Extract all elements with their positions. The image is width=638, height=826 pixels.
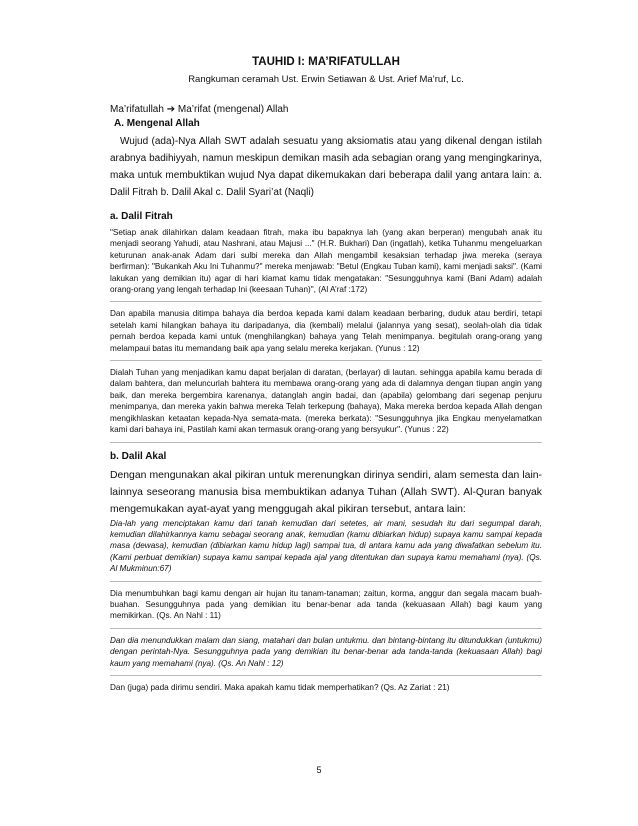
section-a-heading: A. Mengenal Allah [114,118,200,129]
intro-line [110,103,542,117]
akal-quote-text: Dia menumbuhkan bagi kamu dengan air hujan itu tanam-tanaman; zaitun, korma, anggur dan segala macam buah-buahan. Sesungguhnya pada yang demikian itu benar-benar ada tanda (kekuasaan Allah) bagi kaum yang memikirkan. (Qs. An Nahl : 11) [110,588,542,621]
document-subtitle: Rangkuman ceramah Ust. Erwin Setiawan & Ust. Arief Ma’ruf, Lc. [188,74,464,85]
fitrah-quote-block [110,367,542,442]
section-a-paragraph: Wujud (ada)-Nya Allah SWT adalah sesuatu yang aksiomatis atau yang dikenal dengan istilah arabnya badihiyyah, namun meskipun demikan masih ada sebagian orang yang mengingkarinya, maka untuk membuktikan wujud Nya dapat dikemukakan dari beberapa dalil yang antara lain: a. Dalil Fitrah b. Dalil Akal c. Dalil Syari’at (Naqli) [110,136,542,198]
fitrah-quote-text: Dialah Tuhan yang menjadikan kamu dapat berjalan di daratan, (berlayar) di lautan. sehingga apabila kamu berada di dalam bahtera, dan meluncurlah bahtera itu membawa orang-orang yang ada di dalamnya dengan tiupan angin yang baik, dan mereka bergembira karenanya, datanglah angin badai, dan (apabila) gelombang dari segenap penjuru menimpanya, dan mereka yakin bahwa mereka Telah terkepung (bahaya), Maka mereka berdoa kepada Allah dengan mengikhlaskan ketaatan kepada-Nya semata-mata. (mereka berkata): "Sesungguhnya jika Engkau menyelamatkan kami dari bahaya ini, Pastilah kami akan termasuk orang-orang yang bersyukur". (Yunus : 22) [110,368,542,435]
dalil-akal-heading: b. Dalil Akal [110,450,167,462]
akal-quote-block [110,588,542,629]
fitrah-quote-text: "Setiap anak dilahirkan dalam keadaan fitrah, maka ibu bapaknya lah (yang akan berperan) mengubah anak itu menjadi seorang Yahudi, atau Nashrani, atau Majusi ..." (H.R. Bukhari) Dan (ingatlah), ketika Tuhanmu mengeluarkan keturunan anak-anak Adam dari sulbi mereka dan Allah mengambil kesaksian terhadap jiwa mereka (seraya berfirman): "Bukankah Aku Ini Tuhanmu?" mereka menjawab: "Betul (Engkau Tuban kami), kami menjadi saksi". (Kami lakukan yang demikian itu) agar di hari kiamat kamu tidak mengatakan: "Sesungguhnya kami (Bani Adam) adalah orang-orang yang lengah terhadap Ini (keesaan Tuhan)", (Al A’raf :172) [110,228,542,295]
akal-intro-paragraph: Dengan mengunakan akal pikiran untuk merenungkan dirinya sendiri, alam semesta dan lain-lainnya seseorang manusia bisa membuktikan adanya Tuhan (Allah SWT). Al-Quran banyak mengemukakan ayat-ayat yang menggugah akal pikiran tersebut, antara lain: [110,469,542,515]
fitrah-quote-block [110,227,542,302]
akal-intro-block [110,467,542,582]
akal-quote-text: Dan (juga) pada dirimu sendiri. Maka apakah kamu tidak memperhatikan? (Qs. Az Zariat : 21) [110,682,450,692]
akal-quote-block [110,635,542,676]
akal-quote-block [110,682,542,699]
document-title: TAUHID I: MA’RIFATULLAH [252,56,400,68]
document-page [110,56,542,705]
akal-quote-text: Dan dia menundukkan malam dan siang, matahari dan bulan untukmu. dan bintang-bintang itu ditundukkan (untukmu) dengan perintah-Nya. Sesungguhnya pada yang demikian itu benar-benar ada tanda-tanda (kekuasaan Allah) bagi kaum yang memahami (nya). (Qs. An Nahl : 12) [110,635,542,668]
intro-term: Ma’rifatullah [110,104,164,115]
akal-quote-text: Dia-lah yang menciptakan kamu dari tanah kemudian dari setetes, air mani, sesudah itu dari segumpal darah, kemudian dilahirkannya kamu sebagai seorang anak, kemudian (kamu dibiarkan hidup) supaya kamu sampai kepada masa (dewasa), kemudian (dibiarkan kamu hidup lagi) sampai tua, di antara kamu ada yang diwafatkan sebelum itu. (Kami perbuat demikian) supaya kamu sampai kepada ajal yang ditentukan dan supaya kamu memahami (nya). (Qs. Al Mukminun:67) [110,518,542,574]
dalil-fitrah-heading: a. Dalil Fitrah [110,211,173,222]
intro-definition: Ma’rifat (mengenal) Allah [177,104,289,115]
page-number: 5 [316,765,322,775]
arrow-right-icon: ➔ [166,104,176,115]
fitrah-quote-text: Dan apabila manusia ditimpa bahaya dia berdoa kepada kami dalam keadaan berbaring, duduk atau berdiri, tetapi setelah kami hilangkan bahaya itu daripadanya, dia (kembali) melalui (jalannya yang sesat), seolah-olah dia tidak pernah berdoa kepada kami untuk (menghilangkan) bahaya yang Telah menimpanya. begitulah orang-orang yang melampaui batas itu memandang baik apa yang selalu mereka kerjakan. (Yunus : 12) [110,309,542,353]
fitrah-quote-block [110,308,542,361]
